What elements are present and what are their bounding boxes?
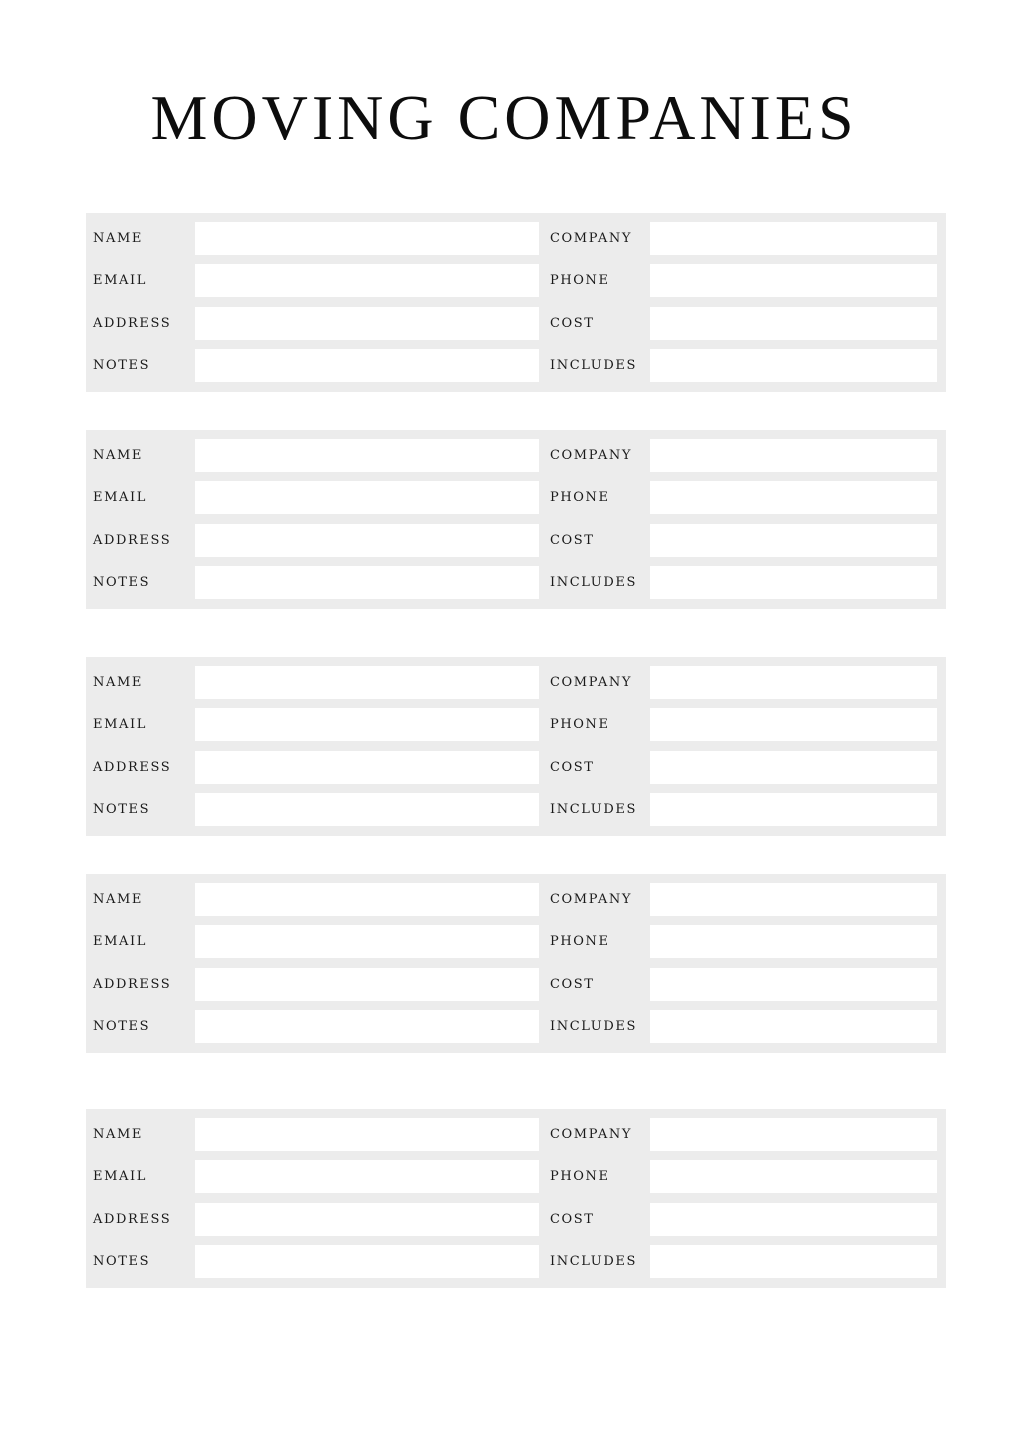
email-field[interactable] [195,925,539,958]
address-label: ADDRESS [93,976,172,992]
phone-field[interactable] [650,925,937,958]
phone-label: PHONE [550,934,610,950]
includes-field[interactable] [650,349,937,382]
phone-field[interactable] [650,481,937,514]
cost-field[interactable] [650,968,937,1001]
page-title: MOVING COMPANIES [150,82,858,153]
entry-row [86,222,946,255]
entry-row [86,708,946,741]
email-label: EMAIL [93,1169,147,1185]
notes-label: NOTES [93,574,151,590]
name-field[interactable] [195,439,539,472]
company-field[interactable] [650,883,937,916]
address-label: ADDRESS [93,1211,172,1227]
entry-row [86,1245,946,1278]
name-field[interactable] [195,883,539,916]
name-field[interactable] [195,666,539,699]
phone-field[interactable] [650,264,937,297]
cost-field[interactable] [650,524,937,557]
cost-field[interactable] [650,1203,937,1236]
address-label: ADDRESS [93,532,172,548]
notes-label: NOTES [93,801,151,817]
email-field[interactable] [195,264,539,297]
phone-label: PHONE [550,490,610,506]
address-label: ADDRESS [93,315,172,331]
includes-field[interactable] [650,1010,937,1043]
email-label: EMAIL [93,934,147,950]
entry-block-5 [86,1109,946,1288]
entry-row [86,883,946,916]
company-field[interactable] [650,222,937,255]
entry-row [86,349,946,382]
includes-field[interactable] [650,1245,937,1278]
entry-row [86,1010,946,1043]
address-label: ADDRESS [93,759,172,775]
cost-label: COST [550,976,595,992]
company-field[interactable] [650,666,937,699]
entry-block-2 [86,430,946,609]
company-label: COMPANY [550,675,633,690]
notes-field[interactable] [195,566,539,599]
includes-label: INCLUDES [550,1018,637,1034]
notes-field[interactable] [195,1010,539,1043]
includes-label: INCLUDES [550,801,637,817]
entry-block-3 [86,657,946,836]
address-field[interactable] [195,1203,539,1236]
entry-row [86,481,946,514]
company-field[interactable] [650,439,937,472]
email-field[interactable] [195,708,539,741]
cost-label: COST [550,532,595,548]
entry-block-1 [86,213,946,392]
email-label: EMAIL [93,490,147,506]
email-label: EMAIL [93,273,147,289]
name-label: NAME [93,1127,143,1142]
name-label: NAME [93,448,143,463]
company-label: COMPANY [550,448,633,463]
cost-field[interactable] [650,307,937,340]
company-label: COMPANY [550,1127,633,1142]
entry-row [86,1203,946,1236]
phone-label: PHONE [550,273,610,289]
company-field[interactable] [650,1118,937,1151]
entry-row [86,566,946,599]
name-label: NAME [93,675,143,690]
name-field[interactable] [195,1118,539,1151]
address-field[interactable] [195,751,539,784]
notes-label: NOTES [93,1018,151,1034]
phone-label: PHONE [550,717,610,733]
notes-field[interactable] [195,1245,539,1278]
entry-row [86,925,946,958]
email-label: EMAIL [93,717,147,733]
notes-label: NOTES [93,1253,151,1269]
company-label: COMPANY [550,892,633,907]
includes-field[interactable] [650,793,937,826]
entry-row [86,968,946,1001]
entry-row [86,439,946,472]
notes-field[interactable] [195,793,539,826]
email-field[interactable] [195,1160,539,1193]
includes-field[interactable] [650,566,937,599]
cost-label: COST [550,315,595,331]
includes-label: INCLUDES [550,1253,637,1269]
entry-row [86,1118,946,1151]
phone-field[interactable] [650,1160,937,1193]
email-field[interactable] [195,481,539,514]
entry-row [86,307,946,340]
notes-label: NOTES [93,357,151,373]
address-field[interactable] [195,968,539,1001]
company-label: COMPANY [550,231,633,246]
entry-block-4 [86,874,946,1053]
includes-label: INCLUDES [550,574,637,590]
cost-label: COST [550,1211,595,1227]
phone-field[interactable] [650,708,937,741]
entry-row [86,524,946,557]
notes-field[interactable] [195,349,539,382]
address-field[interactable] [195,307,539,340]
name-label: NAME [93,892,143,907]
cost-label: COST [550,759,595,775]
entry-row [86,793,946,826]
entry-row [86,264,946,297]
cost-field[interactable] [650,751,937,784]
name-label: NAME [93,231,143,246]
entry-row [86,666,946,699]
name-field[interactable] [195,222,539,255]
address-field[interactable] [195,524,539,557]
entry-row [86,1160,946,1193]
includes-label: INCLUDES [550,357,637,373]
phone-label: PHONE [550,1169,610,1185]
entry-row [86,751,946,784]
